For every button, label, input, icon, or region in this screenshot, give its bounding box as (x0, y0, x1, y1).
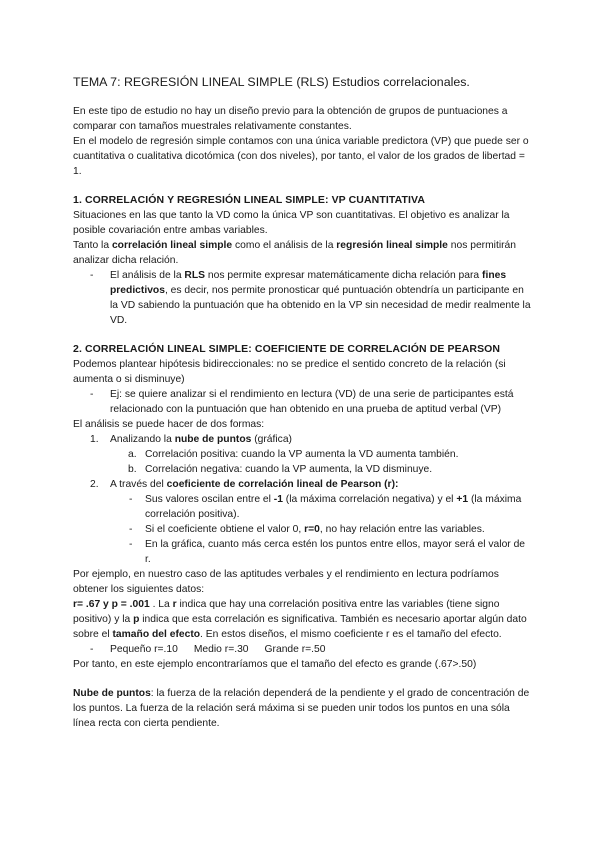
intro-paragraph-2: En el modelo de regresión simple contamos con una única variable predictora (VP) que puede ser o cuantitativa o cualitativa dicotómica (con dos niveles), por tanto, el valor de los grados de libertad = 1. (73, 136, 529, 177)
section-2-paragraph-4: r= .67 y p = .001 . La r indica que hay una correlación positiva entre las variables (tiene signo positivo) y la p indica que esta correlación es significativa. También es necesario aportar algún dato sobre el tamaño del efecto. En estos diseños, el mismo coeficiente r es el tamaño del efecto. (73, 599, 527, 640)
effect-size-small: - Pequeño r=.10 (90, 642, 178, 657)
section-2-paragraph-1: Podemos plantear hipótesis bidireccionales: no se predice el sentido concreto de la relación (si aumenta o si disminuye) (73, 359, 506, 385)
numbered-item-1: 1. Analizando la nube de puntos (gráfica) (90, 434, 292, 445)
effect-size-large: Grande r=.50 (264, 644, 326, 655)
section-2-paragraph-3: Por ejemplo, en nuestro caso de las aptitudes verbales y el rendimiento en lectura podríamos obtener los siguientes datos: (73, 569, 499, 595)
numbered-item-2: 2. A través del coeficiente de correlación lineal de Pearson (r): (90, 479, 399, 490)
effect-size-list (73, 642, 533, 657)
section-2-example: - Ej: se quiere analizar si el rendimiento en lectura (VD) de una serie de participantes está relacionado con la puntuación que han obtenido en una prueba de aptitud verbal (VP) (73, 387, 533, 417)
section-1-paragraph-2: Tanto la correlación lineal simple como el análisis de la regresión lineal simple nos permitirán analizar dicha relación. (73, 240, 516, 266)
section-1-paragraph-1: Situaciones en las que tanto la VD como la única VP son cuantitativas. El objetivo es analizar la posible covariación entre ambas variables. (73, 210, 510, 236)
effect-size-medium: Medio r=.30 (193, 644, 249, 655)
section-1-heading: 1. CORRELACIÓN Y REGRESIÓN LINEAL SIMPLE: VP CUANTITATIVA (73, 194, 426, 206)
sub-bullet-2: - Si el coeficiente obtiene el valor 0, r=0, no hay relación entre las variables. (73, 522, 533, 537)
sub-bullet-3: - En la gráfica, cuanto más cerca estén los puntos entre ellos, mayor será el valor de r. (73, 537, 533, 567)
section-2-paragraph-2: El análisis se puede hacer de dos formas: (73, 419, 265, 430)
page-title: TEMA 7: REGRESIÓN LINEAL SIMPLE (RLS) Estudios correlacionales. (73, 75, 470, 89)
lettered-item-a: a. Correlación positiva: cuando la VP aumenta la VD aumenta también. (128, 449, 459, 460)
document-page (73, 74, 533, 731)
section-1-bullet: - El análisis de la RLS nos permite expresar matemáticamente dicha relación para fines predictivos, es decir, nos permite pronosticar qué puntuación obtendría un participante en la VD sabiendo la puntuación que ha obtenido en la VP sin necesidad de medir realmente la VD. (73, 268, 533, 328)
sub-bullet-1: - Sus valores oscilan entre el -1 (la máxima correlación negativa) y el +1 (la máxima correlación positiva). (73, 492, 533, 522)
section-2-paragraph-5: Por tanto, en este ejemplo encontraríamos que el tamaño del efecto es grande (.67>.50) (73, 659, 477, 670)
lettered-item-b: b. Correlación negativa: cuando la VP aumenta, la VD disminuye. (128, 464, 433, 475)
intro-paragraph-1: En este tipo de estudio no hay un diseño previo para la obtención de grupos de puntuaciones a comparar con tamaños muestrales relativamente constantes. (73, 106, 508, 132)
nube-paragraph: Nube de puntos: la fuerza de la relación dependerá de la pendiente y el grado de concentración de los puntos. La fuerza de la relación será máxima si se pueden unir todos los puntos en una sóla línea recta con cierta pendiente. (73, 688, 530, 729)
section-2-heading: 2. CORRELACIÓN LINEAL SIMPLE: COEFICIENTE DE CORRELACIÓN DE PEARSON (73, 343, 501, 355)
